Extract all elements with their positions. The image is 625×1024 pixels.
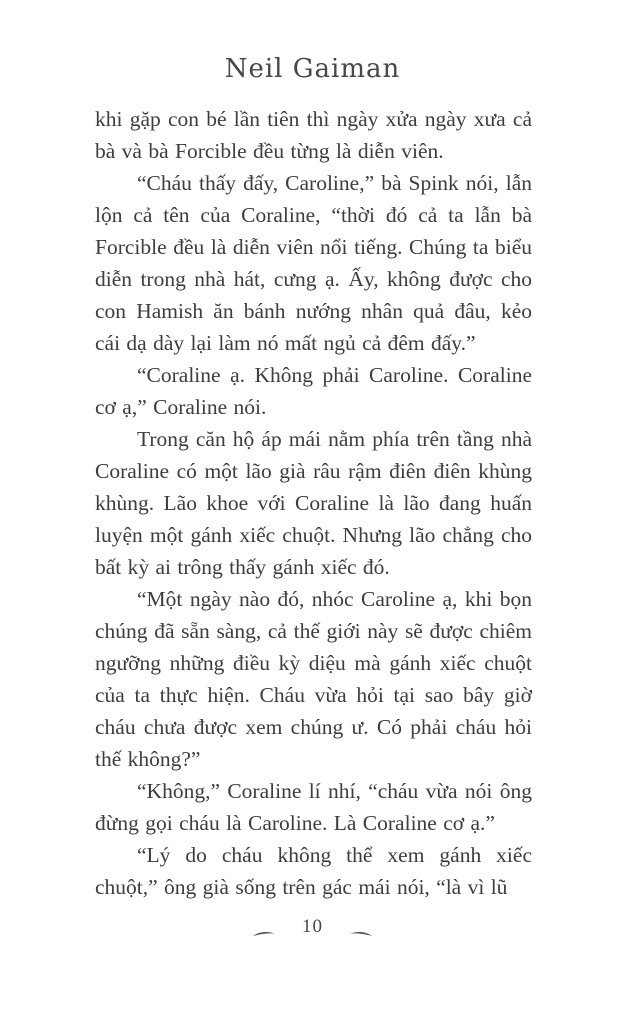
flourish-icon: [349, 929, 373, 939]
page-footer: [0, 915, 625, 939]
body-text: [95, 103, 532, 903]
paragraph: “Một ngày nào đó, nhóc Caroline ạ, khi bọn chúng đã sẵn sàng, cả thế giới này sẽ được chiêm ngưỡng những điều kỳ diệu mà gánh xiếc chuột của ta thực hiện. Cháu vừa hỏi tại sao bây giờ cháu chưa được xem chúng ư. Có phải cháu hỏi thế không?”: [95, 587, 532, 771]
running-header: Neil Gaiman: [224, 54, 401, 84]
paragraph: “Không,” Coraline lí nhí, “cháu vừa nói ông đừng gọi cháu là Caroline. Là Coraline cơ ạ.”: [95, 779, 532, 835]
flourish-icon: [252, 929, 276, 939]
paragraph: “Coraline ạ. Không phải Caroline. Coraline cơ ạ,” Coraline nói.: [95, 363, 532, 419]
paragraph: “Lý do cháu không thể xem gánh xiếc chuột,” ông già sống trên gác mái nói, “là vì lũ: [95, 843, 532, 899]
paragraph: “Cháu thấy đấy, Caroline,” bà Spink nói, lẫn lộn cả tên của Coraline, “thời đó cả ta lẫn bà Forcible đều là diễn viên nổi tiếng. Chúng ta biểu diễn trong nhà hát, cưng ạ. Ấy, không được cho con Hamish ăn bánh nướng nhân quả đâu, kẻo cái dạ dày lại làm nó mất ngủ cả đêm đấy.”: [95, 171, 532, 355]
paragraph: Trong căn hộ áp mái nằm phía trên tầng nhà Coraline có một lão già râu rậm điên điên khùng khùng. Lão khoe với Coraline là lão đang huấn luyện một gánh xiếc chuột. Nhưng lão chẳng cho bất kỳ ai trông thấy gánh xiếc đó.: [95, 427, 532, 579]
paragraph: khi gặp con bé lần tiên thì ngày xửa ngày xưa cả bà và bà Forcible đều từng là diễn viên.: [95, 107, 532, 163]
page-number: 10: [302, 916, 323, 937]
